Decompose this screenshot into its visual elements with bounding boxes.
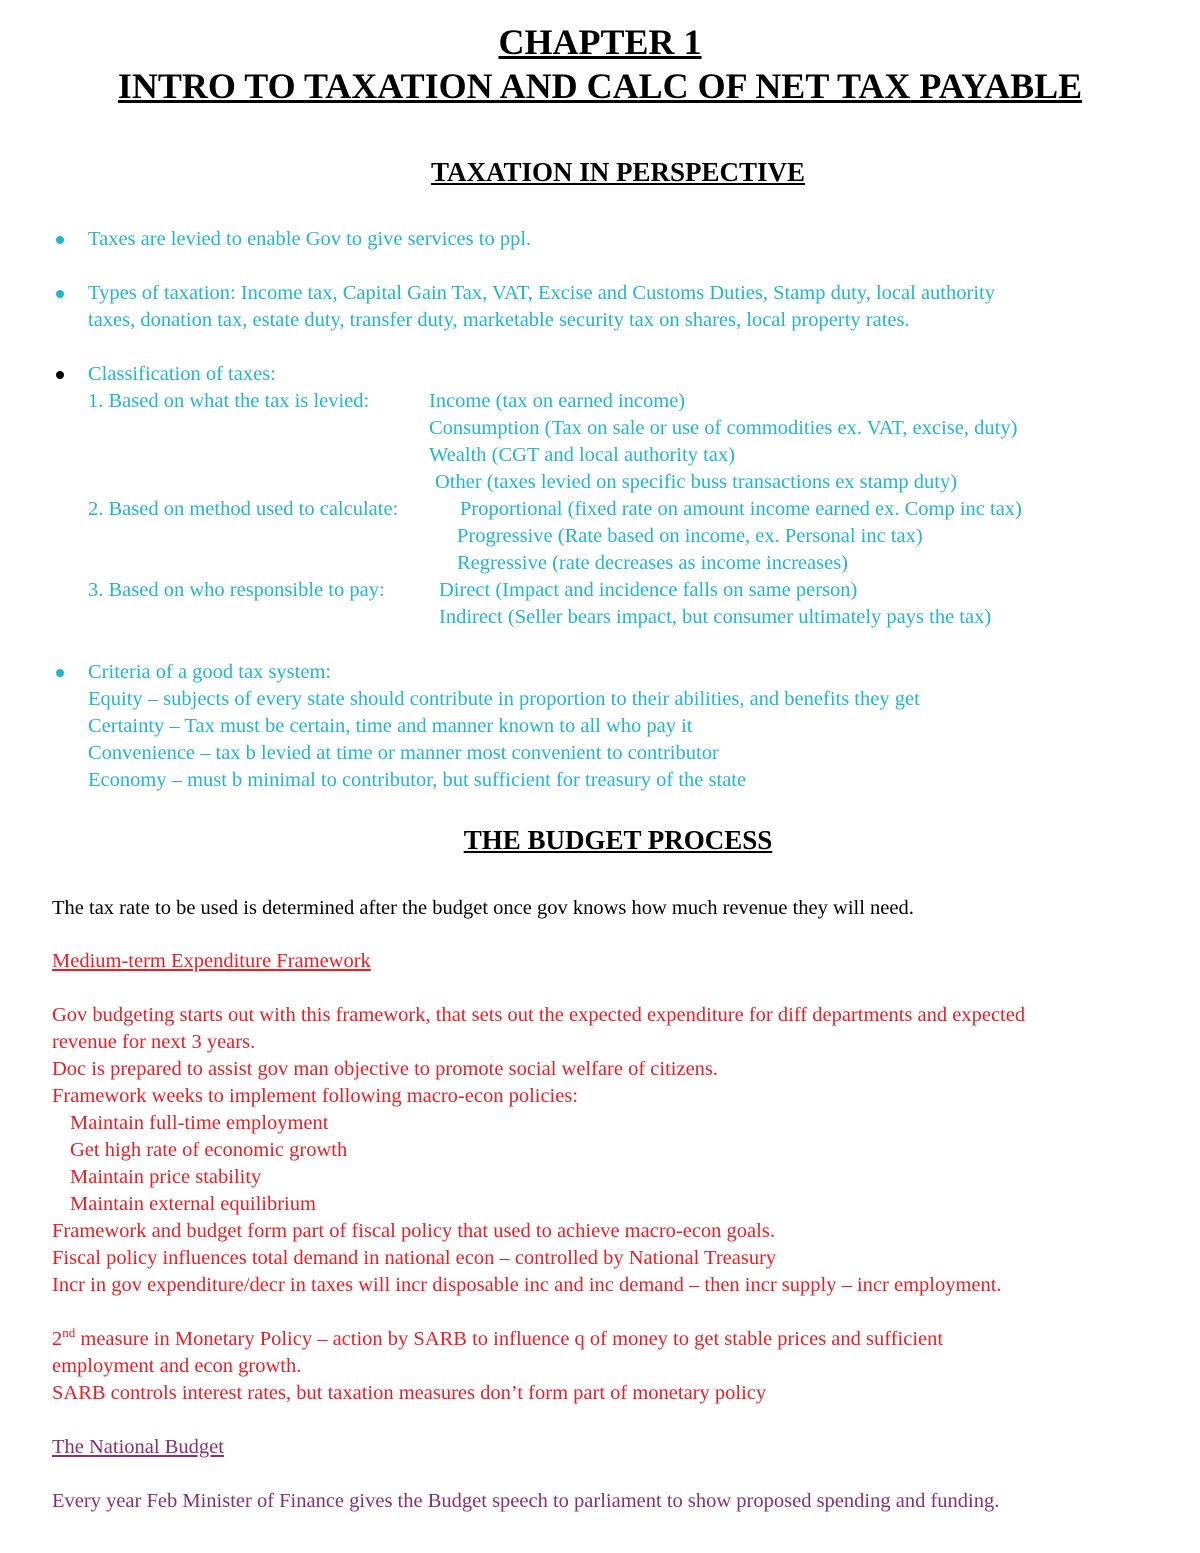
section-heading-perspective: TAXATION IN PERSPECTIVE: [430, 157, 806, 187]
mtef-line: Doc is prepared to assist gov man objective to promote social welfare of citizens.: [52, 1058, 719, 1080]
classification-item: Wealth (CGT and local authority tax): [429, 444, 735, 466]
fiscal-line: Framework and budget form part of fiscal policy that used to achieve macro-econ goals.: [52, 1220, 775, 1242]
monetary-line: SARB controls interest rates, but taxation measures don’t form part of monetary policy: [52, 1382, 767, 1404]
policy-item: Maintain full-time employment: [70, 1112, 329, 1134]
monetary-text: measure in Monetary Policy – action by SARB to influence q of money to get stable prices and sufficient: [75, 1328, 944, 1350]
mtef-line: Framework weeks to implement following macro-econ policies:: [52, 1085, 579, 1107]
classification-label: 1. Based on what the tax is levied:: [88, 390, 370, 412]
bullet-icon: [56, 669, 64, 677]
bullet-icon: [56, 290, 64, 298]
fiscal-line: Incr in gov expenditure/decr in taxes will incr disposable inc and inc demand – then incr supply – incr employment.: [52, 1274, 1002, 1296]
mtef-line: Gov budgeting starts out with this framework, that sets out the expected expenditure for diff departments and expected: [52, 1004, 1026, 1026]
classification-label: 2. Based on method used to calculate:: [88, 498, 399, 520]
classification-item: Other (taxes levied on specific buss transactions ex stamp duty): [435, 471, 958, 493]
policy-item: Maintain external equilibrium: [70, 1193, 316, 1215]
mtef-line: revenue for next 3 years.: [52, 1031, 256, 1053]
bullet-text: Taxes are levied to enable Gov to give services to ppl.: [88, 228, 532, 250]
national-budget-heading: The National Budget: [52, 1436, 224, 1458]
mtef-heading: Medium-term Expenditure Framework: [52, 950, 371, 972]
bullet-icon: [56, 371, 64, 379]
monetary-line: employment and econ growth.: [52, 1355, 302, 1377]
classification-item: Proportional (fixed rate on amount income earned ex. Comp inc tax): [460, 498, 1022, 520]
national-budget-text: Every year Feb Minister of Finance gives the Budget speech to parliament to show proposed spending and funding.: [52, 1490, 1000, 1512]
bullet-text: Criteria of a good tax system:: [88, 661, 332, 683]
criteria-item: Convenience – tax b levied at time or manner most convenient to contributor: [88, 742, 719, 764]
bullet-icon: [56, 236, 64, 244]
classification-item: Consumption (Tax on sale or use of commodities ex. VAT, excise, duty): [429, 417, 1018, 439]
criteria-item: Certainty – Tax must be certain, time and manner known to all who pay it: [88, 715, 693, 737]
policy-item: Get high rate of economic growth: [70, 1139, 348, 1161]
classification-item: Income (tax on earned income): [429, 390, 686, 412]
budget-intro: The tax rate to be used is determined after the budget once gov knows how much revenue they will need.: [52, 897, 914, 919]
monetary-line: [52, 1326, 943, 1353]
criteria-item: Economy – must b minimal to contributor, but sufficient for treasury of the state: [88, 769, 747, 791]
classification-label: 3. Based on who responsible to pay:: [88, 579, 385, 601]
chapter-heading: CHAPTER 1: [498, 22, 702, 62]
bullet-text: taxes, donation tax, estate duty, transfer duty, marketable security tax on shares, local property rates.: [88, 309, 910, 331]
bullet-text: Types of taxation: Income tax, Capital Gain Tax, VAT, Excise and Customs Duties, Stamp duty, local authority: [88, 282, 995, 304]
classification-item: Indirect (Seller bears impact, but consumer ultimately pays the tax): [439, 606, 992, 628]
section-heading-budget: THE BUDGET PROCESS: [463, 825, 773, 855]
criteria-item: Equity – subjects of every state should contribute in proportion to their abilities, and benefits they get: [88, 688, 920, 710]
fiscal-line: Fiscal policy influences total demand in national econ – controlled by National Treasury: [52, 1247, 777, 1269]
document-title: INTRO TO TAXATION AND CALC OF NET TAX PAYABLE: [117, 66, 1083, 106]
classification-item: Progressive (Rate based on income, ex. Personal inc tax): [457, 525, 923, 547]
monetary-ordinal: nd: [62, 1325, 76, 1341]
monetary-number: 2: [52, 1328, 63, 1350]
bullet-text: Classification of taxes:: [88, 363, 276, 385]
classification-item: Regressive (rate decreases as income increases): [457, 552, 849, 574]
policy-item: Maintain price stability: [70, 1166, 262, 1188]
classification-item: Direct (Impact and incidence falls on same person): [439, 579, 858, 601]
